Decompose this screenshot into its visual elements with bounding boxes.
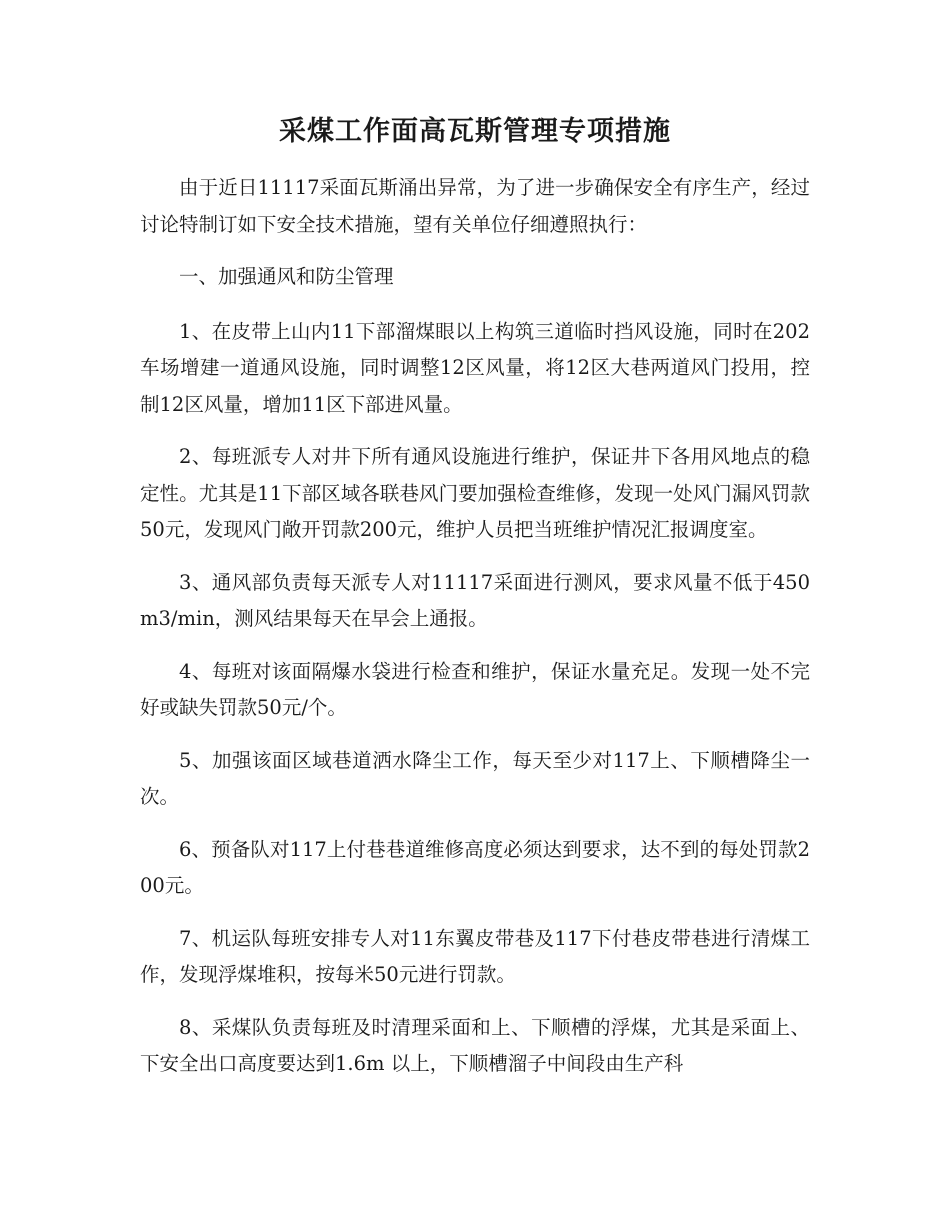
document-page	[140, 112, 810, 1099]
list-item: 6、预备队对117上付巷巷道维修高度必须达到要求，达不到的每处罚款200元。	[140, 837, 810, 897]
section-heading: 一、加强通风和防尘管理	[179, 265, 394, 288]
list-item: 3、通风部负责每天派专人对11117采面进行测风，要求风量不低于450m3/min，测风结果每天在早会上通报。	[140, 570, 810, 630]
list-item: 8、采煤队负责每班及时清理采面和上、下顺槽的浮煤，尤其是采面上、下安全出口高度要达到1.6m 以上，下顺槽溜子中间段由生产科	[140, 1015, 810, 1075]
document-title: 采煤工作面高瓦斯管理专项措施	[279, 116, 671, 147]
list-item: 5、加强该面区域巷道洒水降尘工作，每天至少对117上、下顺槽降尘一次。	[140, 748, 810, 808]
list-item: 4、每班对该面隔爆水袋进行检查和维护，保证水量充足。发现一处不完好或缺失罚款50元/个。	[140, 659, 810, 719]
list-item: 7、机运队每班安排专人对11东翼皮带巷及117下付巷皮带巷进行清煤工作，发现浮煤堆积，按每米50元进行罚款。	[140, 926, 810, 986]
intro-paragraph: 由于近日11117采面瓦斯涌出异常，为了进一步确保安全有序生产，经过讨论特制订如下安全技术措施，望有关单位仔细遵照执行：	[140, 176, 810, 236]
list-item: 2、每班派专人对井下所有通风设施进行维护，保证井下各用风地点的稳定性。尤其是11下部区域各联巷风门要加强检查维修，发现一处风门漏风罚款50元，发现风门敞开罚款200元，维护人员把当班维护情况汇报调度室。	[140, 445, 810, 541]
list-item: 1、在皮带上山内11下部溜煤眼以上构筑三道临时挡风设施，同时在202车场增建一道通风设施，同时调整12区风量，将12区大巷两道风门投用，控制12区风量，增加11区下部进风量。	[140, 319, 810, 416]
